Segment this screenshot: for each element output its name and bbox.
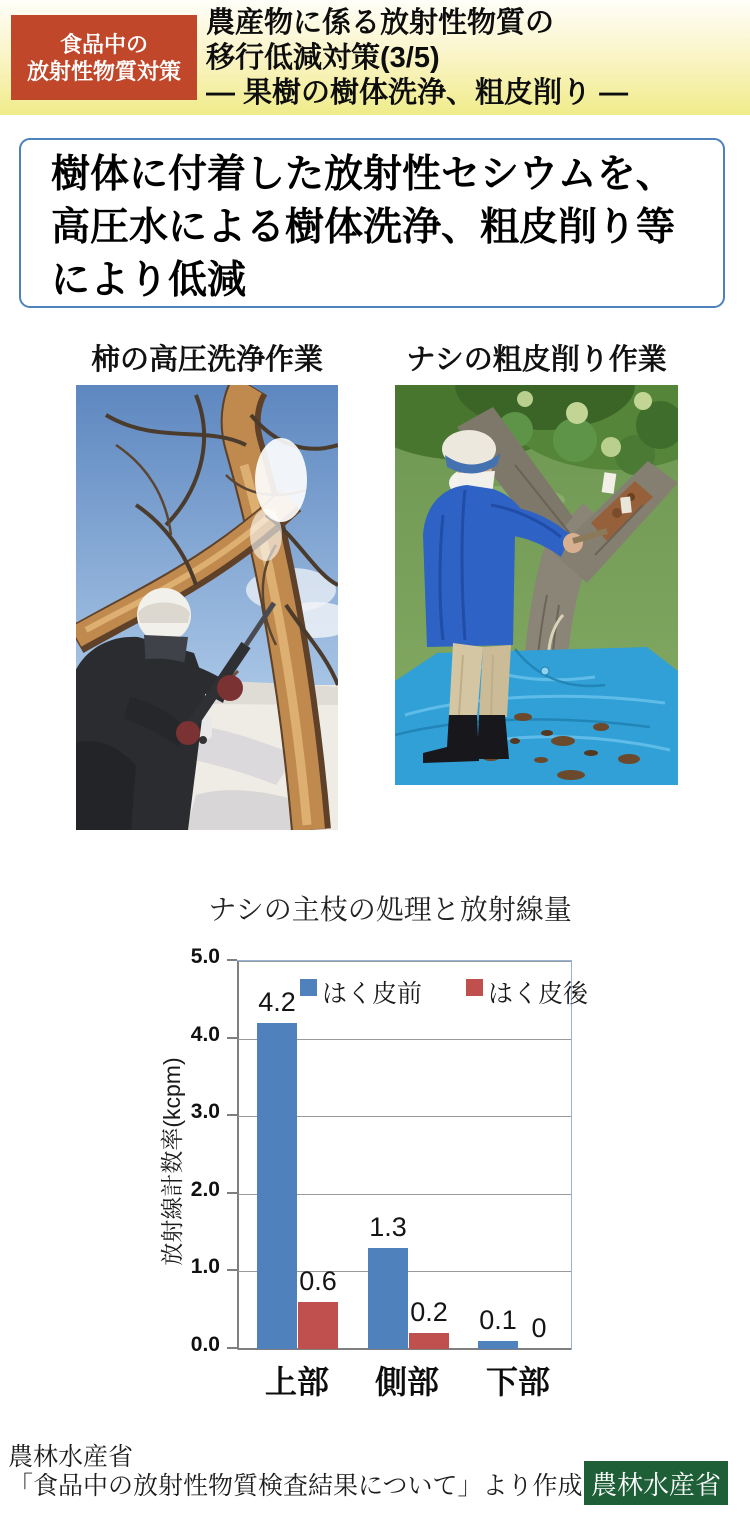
source-line-2: 「食品中の放射性物質検査結果について」より作成: [8, 1472, 583, 1500]
chart-legend: [300, 974, 588, 1010]
y-tick-label: 4.0: [190, 1023, 220, 1046]
y-tick-mark: [227, 1192, 237, 1194]
badge-line-2: 放射性物質対策: [26, 58, 181, 84]
summary-line-1: 樹体に付着した放射性セシウムを、: [51, 153, 675, 196]
chart-plot: [237, 960, 589, 1350]
x-category-label: 上部: [264, 1364, 329, 1400]
chart-y-axis-line: [237, 961, 239, 1349]
bar-value-label: 0.1: [479, 1305, 517, 1335]
y-tick-mark: [227, 1114, 237, 1116]
source-line-1: 農林水産省: [8, 1443, 134, 1471]
legend-swatch: [466, 979, 483, 996]
chart-title: ナシの主枝の処理と放射線量: [208, 894, 572, 925]
photo-pear-bark-scraping: [395, 385, 678, 785]
page-title: [206, 6, 628, 111]
caption-persimmon-washing: 柿の高圧洗浄作業: [90, 344, 323, 376]
y-tick-label: 1.0: [190, 1255, 220, 1278]
badge-line-1: 食品中の: [59, 31, 148, 57]
title-line-3: ― 果樹の樹体洗浄、粗皮削り ―: [206, 77, 629, 109]
header-banner: [0, 0, 750, 115]
y-tick-mark: [227, 1347, 237, 1349]
y-tick-label: 0.0: [190, 1333, 220, 1356]
bar-はく皮前-上部: [257, 1023, 297, 1349]
bar-はく皮後-上部: [298, 1302, 338, 1349]
bar-value-label: 0.2: [410, 1297, 448, 1327]
summary-line-3: により低減: [51, 259, 247, 302]
y-tick-label: 5.0: [190, 945, 220, 968]
chart-gridline: [238, 961, 571, 962]
bar-value-label: 0: [531, 1313, 547, 1343]
photo-persimmon-washing: [76, 385, 338, 830]
legend-label: はく皮前: [322, 980, 423, 1008]
x-category-label: 下部: [485, 1364, 550, 1400]
y-tick-label: 2.0: [190, 1178, 220, 1201]
bar-value-label: 1.3: [369, 1212, 407, 1242]
y-tick-mark: [227, 1037, 237, 1039]
maff-logo-label: 農林水産省: [590, 1469, 721, 1500]
bar-value-label: 0.6: [299, 1266, 337, 1296]
x-category-label: 側部: [374, 1364, 439, 1400]
bar-はく皮後-側部: [409, 1333, 449, 1349]
title-line-1: 農産物に係る放射性物質の: [206, 7, 555, 39]
summary-box: [19, 138, 725, 308]
bar-value-label: 4.2: [258, 987, 296, 1017]
legend-label: はく皮後: [488, 980, 589, 1008]
category-badge: [11, 15, 197, 100]
y-tick-mark: [227, 959, 237, 961]
title-line-2: 移行低減対策(3/5): [206, 42, 440, 74]
legend-item-はく皮前: [300, 974, 422, 1010]
y-tick-mark: [227, 1269, 237, 1271]
summary-line-2: 高圧水による樹体洗浄、粗皮削り等: [51, 206, 676, 249]
maff-logo-box: [584, 1461, 728, 1505]
legend-swatch: [300, 979, 317, 996]
caption-pear-bark-scraping: ナシの粗皮削り作業: [406, 344, 667, 376]
y-tick-label: 3.0: [190, 1100, 220, 1123]
chart-y-axis-title: 放射線計数率(kcpm): [159, 1057, 185, 1266]
legend-item-はく皮後: [466, 974, 588, 1010]
